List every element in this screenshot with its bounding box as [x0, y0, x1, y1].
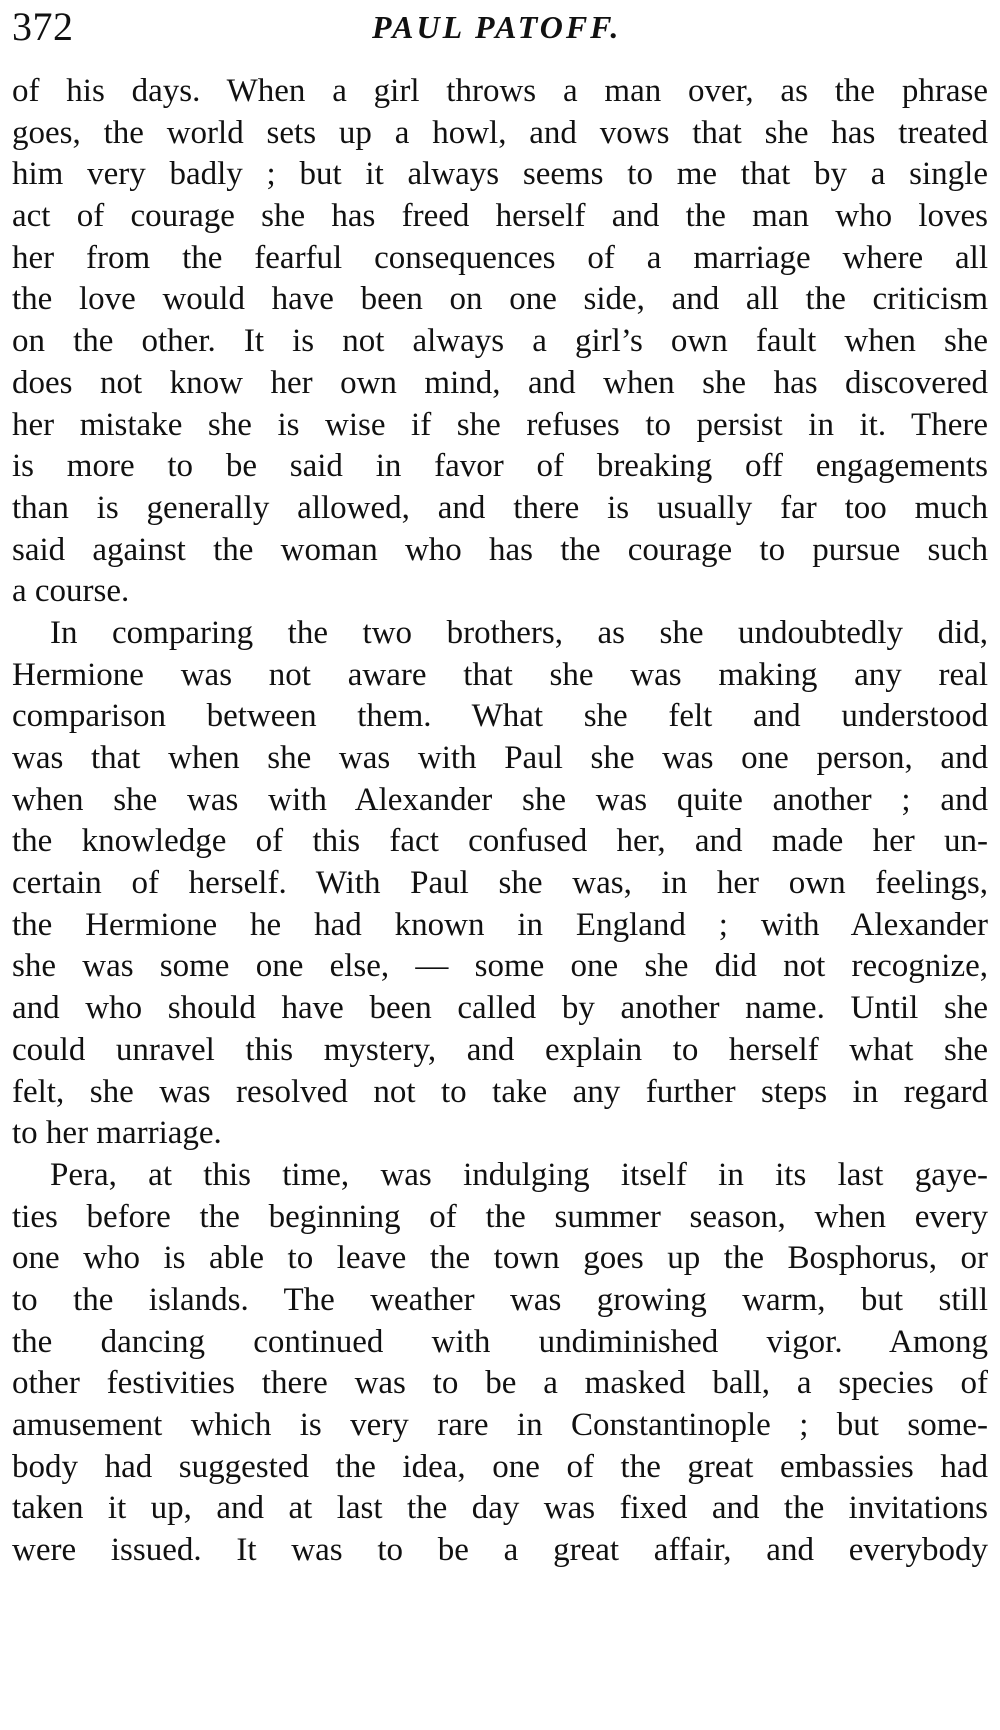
text-line: of his days. When a girl throws a man over, as the phrase [12, 73, 988, 109]
text-line: to her marriage. [12, 1115, 222, 1152]
text-line: goes, the world sets up a howl, and vows that she has treated [12, 114, 988, 151]
text-line: said against the woman who has the courage to pursue such [12, 531, 988, 568]
text-line: when she was with Alexander she was quite another ; and [12, 781, 988, 818]
text-line: a course. [12, 573, 130, 610]
running-title: PAUL PATOFF. [372, 9, 622, 45]
text-line: felt, she was resolved not to take any further steps in regard [12, 1073, 988, 1110]
text-line: the Hermione he had known in England ; with Alexander [12, 906, 988, 943]
text-line: other festivities there was to be a masked ball, a species of [12, 1365, 988, 1402]
text-line: her mistake she is wise if she refuses to persist in it. There [12, 406, 988, 443]
text-line: comparison between them. What she felt and understood [12, 698, 988, 735]
text-line: amusement which is very rare in Constantinople ; but some- [12, 1407, 988, 1443]
text-line: taken it up, and at last the day was fixed and the invitations [12, 1490, 988, 1527]
text-line: Pera, at this time, was indulging itself in its last gaye- [50, 1156, 988, 1193]
paragraph [12, 1155, 988, 1572]
text-line: on the other. It is not always a girl’s own fault when she [12, 323, 988, 360]
body-text [12, 71, 988, 1572]
text-line: In comparing the two brothers, as she undoubtedly did, [50, 614, 988, 651]
text-line: and who should have been called by another name. Until she [12, 990, 988, 1027]
text-line: Hermione was not aware that she was making any real [12, 656, 988, 693]
paragraph [12, 71, 988, 613]
text-line: him very badly ; but it always seems to me that by a single [12, 156, 988, 193]
text-line: ties before the beginning of the summer season, when every [12, 1198, 988, 1235]
text-line: does not know her own mind, and when she has discovered [12, 364, 988, 401]
paragraph [12, 613, 988, 1155]
text-line: than is generally allowed, and there is usually far too much [12, 489, 988, 526]
text-line: could unravel this mystery, and explain to herself what she [12, 1031, 988, 1068]
page-header [12, 0, 988, 54]
text-line: the knowledge of this fact confused her, and made her un- [12, 823, 988, 860]
text-line: her from the fearful consequences of a marriage where all [12, 239, 988, 276]
page-number: 372 [12, 4, 74, 49]
text-line: one who is able to leave the town goes up the Bosphorus, or [12, 1240, 988, 1277]
book-page [12, 0, 988, 1730]
text-line: body had suggested the idea, one of the great embassies had [12, 1448, 988, 1485]
text-line: the dancing continued with undiminished vigor. Among [12, 1323, 988, 1360]
text-line: act of courage she has freed herself and the man who loves [12, 198, 988, 235]
text-line: to the islands. The weather was growing warm, but still [12, 1281, 988, 1318]
text-line: certain of herself. With Paul she was, in her own feelings, [12, 865, 988, 902]
text-line: she was some one else, — some one she did not recognize, [12, 948, 988, 985]
text-line: the love would have been on one side, and all the criticism [12, 281, 988, 318]
text-line: were issued. It was to be a great affair, and everybody [12, 1532, 988, 1569]
text-line: is more to be said in favor of breaking off engagements [12, 448, 988, 485]
text-line: was that when she was with Paul she was one person, and [12, 740, 988, 776]
